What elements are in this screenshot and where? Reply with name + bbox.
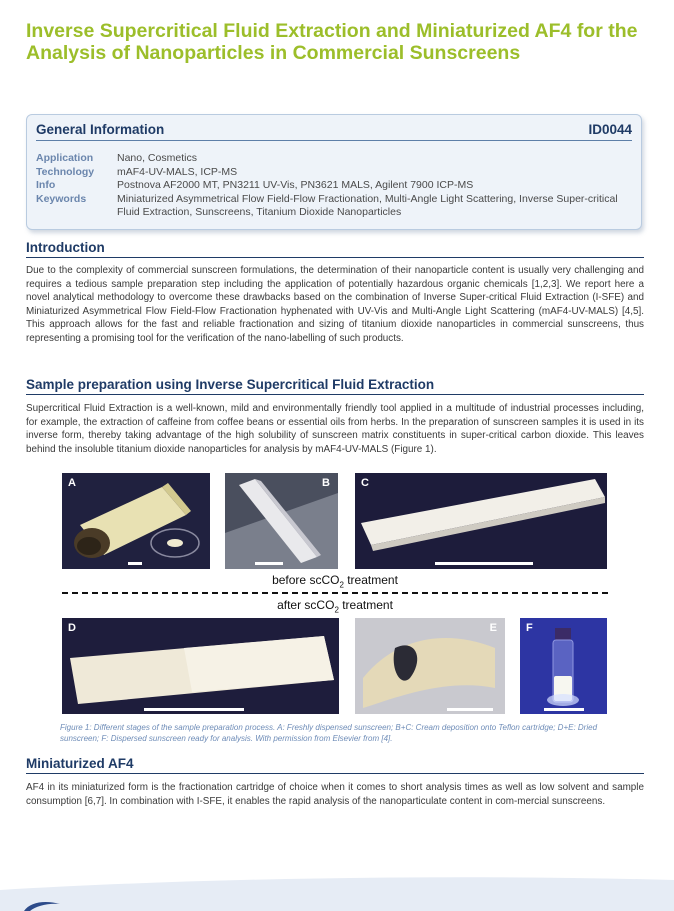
info-label: Technology <box>36 165 95 178</box>
figure-caption: Figure 1: Different stages of the sample preparation process. A: Freshly dispensed sunscreen; B+C: Cream deposition onto Teflon cartridge; D+E: Dried sunscreen; F: Dispersed sunscreen ready for analysis. With permission from Elsevier from [4]. <box>60 723 598 743</box>
general-info-box <box>26 114 642 230</box>
general-info-header <box>36 122 632 141</box>
general-info-heading: General Information <box>36 122 165 137</box>
info-row-info <box>36 179 626 193</box>
info-value: Postnova AF2000 MT, PN3211 UV-Vis, PN3621 MALS, Agilent 7900 ICP-MS <box>117 179 474 191</box>
info-row-technology <box>36 166 626 180</box>
sample-prep-text: Supercritical Fluid Extraction is a well-known, mild and environmentally friendly tool applied in a multitude of industrial processes including, for example, the extraction of caffeine from coffee beans or essential oils from herbs. In the preparation of sunscreen samples it is used in its inverse form, thereby taking advantage of the high solubility of sunscreen matrix constituents in super-critical carbon dioxide. This leaves behind the insoluble titanium dioxide nanoparticles for analysis by mAF4-UV-MALS (Figure 1). <box>26 403 644 455</box>
mini-af4-heading: Miniaturized AF4 <box>26 756 644 774</box>
panel-label: B <box>322 477 330 489</box>
introduction-heading: Introduction <box>26 240 644 258</box>
figure-panel-e <box>355 618 505 714</box>
figure-panel-c <box>355 473 607 569</box>
introduction-text: Due to the complexity of commercial sunscreen formulations, the determination of their nanoparticle content is usually very challenging and requires a tedious sample preparation step including the application of potentially hazardous organic chemicals [1,2,3]. We report here a novel analytical methodology to overcome these drawbacks based on the combination of Inverse Super-critical Fluid Extraction (I-SFE) and Miniaturized Asymmetrical Flow Field-Flow Fractionation hyphenated with UV-Vis and Multi-Angle Light Scattering (mAF4-UV-MALS) [4,5]. This approach allows for the fast and reliable fractionation and sizing of titanium dioxide nanoparticles in commercial sunscreens, thus representing a promising tool for the verification of the nano-labelling of such products. <box>26 265 644 344</box>
figure-panel-f <box>520 618 607 714</box>
info-value: Miniaturized Asymmetrical Flow Field-Flow Fractionation, Multi-Angle Light Scattering, Inverse Super-critical Fluid Extraction, Sunscreens, Titanium Dioxide Nanoparticles <box>117 192 618 218</box>
info-value: Nano, Cosmetics <box>117 152 197 164</box>
dried-sunscreen-closeup-image <box>355 618 505 714</box>
info-label: Info <box>36 179 56 191</box>
scale-bar <box>128 562 142 565</box>
panel-label: E <box>489 622 497 634</box>
teflon-cartridge-image <box>225 473 338 569</box>
figure-panel-d <box>62 618 339 714</box>
info-label: Application <box>36 152 94 164</box>
panel-label: D <box>68 622 76 634</box>
mini-af4-text: AF4 in its miniaturized form is the fractionation cartridge of choice when it comes to short analysis times as well as low solvent and sample consumption [6,7]. In combination with I-SFE, it enables the rapid analysis of the nanoparticulate content in com-mercial sunscreens. <box>26 782 644 807</box>
before-treatment-label: before scCO$_2$ treatment <box>272 573 398 590</box>
page-title: Inverse Supercritical Fluid Extraction and Miniaturized AF4 for the Analysis of Nanoparticles in Commercial Sunscreens <box>26 20 638 64</box>
sunscreen-tube-image <box>62 473 210 569</box>
before-after-divider <box>62 592 608 594</box>
footer-decoration <box>0 872 674 911</box>
panel-label: C <box>361 477 369 489</box>
info-label: Keywords <box>36 192 87 205</box>
dispersed-sunscreen-vial-image <box>520 618 607 714</box>
scale-bar <box>255 562 283 565</box>
info-row-keywords <box>36 193 626 220</box>
after-treatment-label: after scCO$_2$ treatment <box>277 598 393 615</box>
scale-bar <box>447 708 493 711</box>
dried-sunscreen-image <box>62 618 339 714</box>
scale-bar <box>144 708 244 711</box>
panel-label: A <box>68 477 76 489</box>
sample-prep-heading: Sample preparation using Inverse Supercritical Fluid Extraction <box>26 377 644 395</box>
general-info-rows <box>36 152 626 220</box>
document-id: ID0044 <box>588 122 632 137</box>
cream-deposition-image <box>355 473 607 569</box>
figure-panel-b <box>225 473 338 569</box>
info-row-application <box>36 152 626 166</box>
figure-panel-a <box>62 473 210 569</box>
scale-bar <box>544 708 584 711</box>
scale-bar <box>435 562 533 565</box>
info-value: mAF4-UV-MALS, ICP-MS <box>117 165 238 178</box>
panel-label: F <box>526 622 533 634</box>
